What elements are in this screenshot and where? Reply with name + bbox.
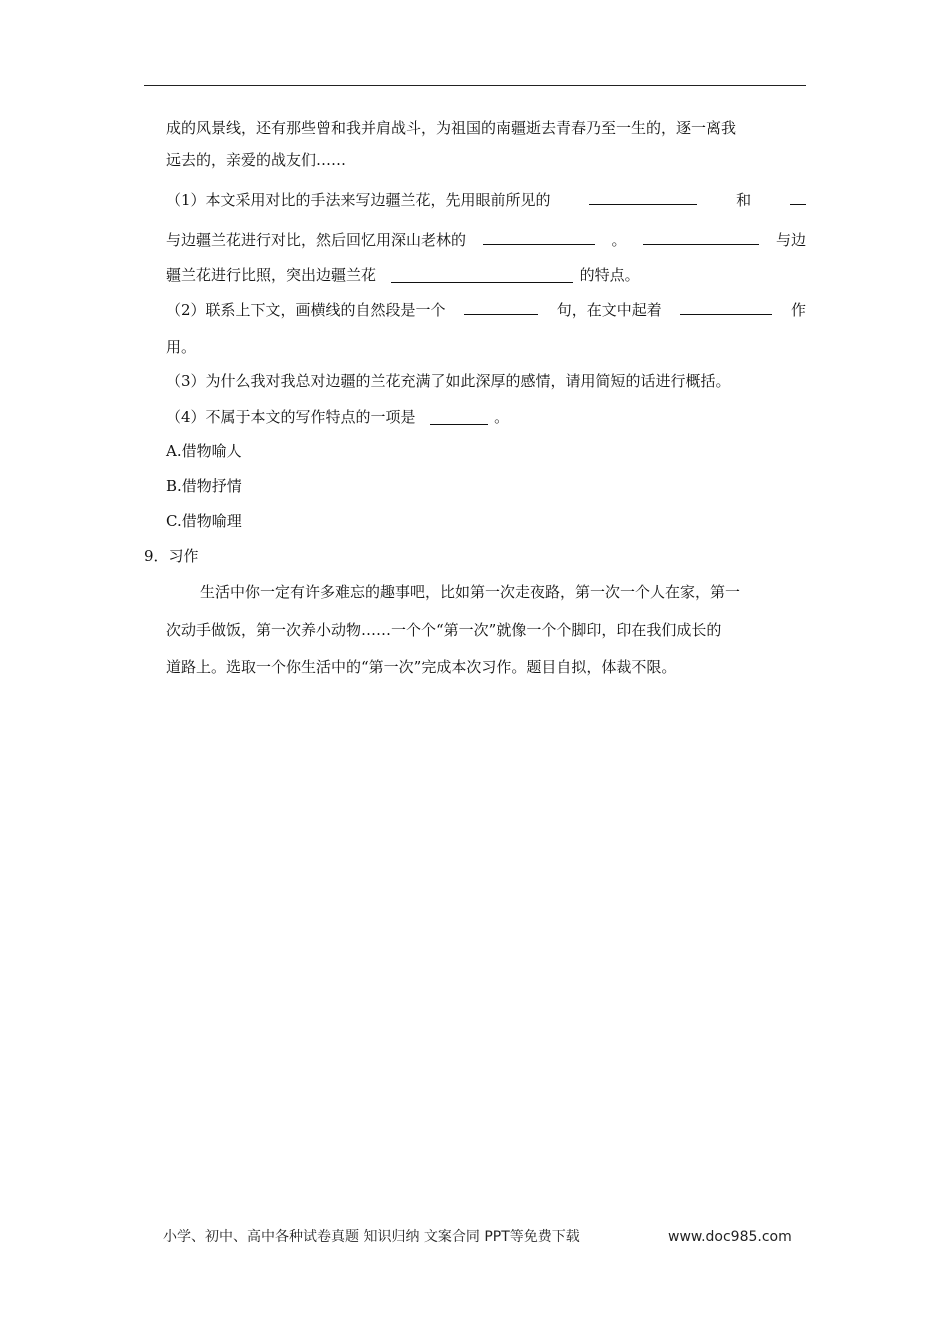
q4-option-a[interactable]: A.借物喻人 xyxy=(166,442,242,460)
q1-blank-5[interactable] xyxy=(391,266,573,283)
q1-blank-2-start[interactable] xyxy=(790,188,806,205)
q2-blank-1[interactable] xyxy=(464,298,538,315)
q1-blank-4[interactable] xyxy=(643,228,759,245)
q1-text-c: 与边疆兰花进行对比，然后回忆用深山老林的 xyxy=(166,231,467,249)
question-1-line-3 xyxy=(166,264,640,286)
question-3: （3）为什么我对我总对边疆的兰花充满了如此深厚的感情，请用简短的话进行概括。 xyxy=(166,372,731,390)
q4-text-b: 。 xyxy=(494,408,510,426)
q1-text-a: （1）本文采用对比的手法来写边疆兰花，先用眼前所见的 xyxy=(166,191,551,209)
q1-text-b: 和 xyxy=(736,191,752,209)
q9-paragraph-line-2: 次动手做饭，第一次养小动物……一个个“第一次”就像一个个脚印，印在我们成长的 xyxy=(166,621,722,639)
q2-text-c: 作 xyxy=(790,301,806,319)
footer-text: 小学、初中、高中各种试卷真题 知识归纳 文案合同 PPT等免费下载 xyxy=(163,1229,580,1245)
q2-blank-2[interactable] xyxy=(680,298,772,315)
q4-option-b[interactable]: B.借物抒情 xyxy=(166,477,242,495)
footer-url[interactable]: www.doc985.com xyxy=(668,1229,792,1245)
q1-blank-1[interactable] xyxy=(589,188,697,205)
passage-line-1: 成的风景线，还有那些曾和我并肩战斗，为祖国的南疆逝去青春乃至一生的，逐一离我 xyxy=(166,119,737,137)
question-9-title: 9．习作 xyxy=(144,547,199,565)
q9-paragraph-line-3: 道路上。选取一个你生活中的“第一次”完成本次习作。题目自拟，体裁不限。 xyxy=(166,658,677,676)
passage-line-2: 远去的，亲爱的战友们…… xyxy=(166,151,347,169)
question-2-line-1 xyxy=(166,298,806,321)
question-4-stem xyxy=(166,406,509,428)
q1-text-e: 与边 xyxy=(775,231,806,249)
q4-option-c[interactable]: C.借物喻理 xyxy=(166,512,242,530)
q4-blank[interactable] xyxy=(430,408,488,425)
q2-text-a: （2）联系上下文，画横线的自然段是一个 xyxy=(166,301,446,319)
q1-text-g: 的特点。 xyxy=(579,266,640,284)
question-1-line-2 xyxy=(166,228,806,251)
q9-paragraph-line-1: 生活中你一定有许多难忘的趣事吧，比如第一次走夜路，第一次一个人在家，第一 xyxy=(200,583,741,601)
header-rule xyxy=(144,85,806,86)
q1-blank-3[interactable] xyxy=(483,228,595,245)
q1-text-f: 疆兰花进行比照，突出边疆兰花 xyxy=(166,266,377,284)
question-1-line-1 xyxy=(166,188,806,211)
q1-text-d: 。 xyxy=(611,231,627,249)
q2-text-b: 句，在文中起着 xyxy=(556,301,662,319)
q4-text-a: （4）不属于本文的写作特点的一项是 xyxy=(166,408,416,426)
question-2-line-2: 用。 xyxy=(166,338,197,356)
